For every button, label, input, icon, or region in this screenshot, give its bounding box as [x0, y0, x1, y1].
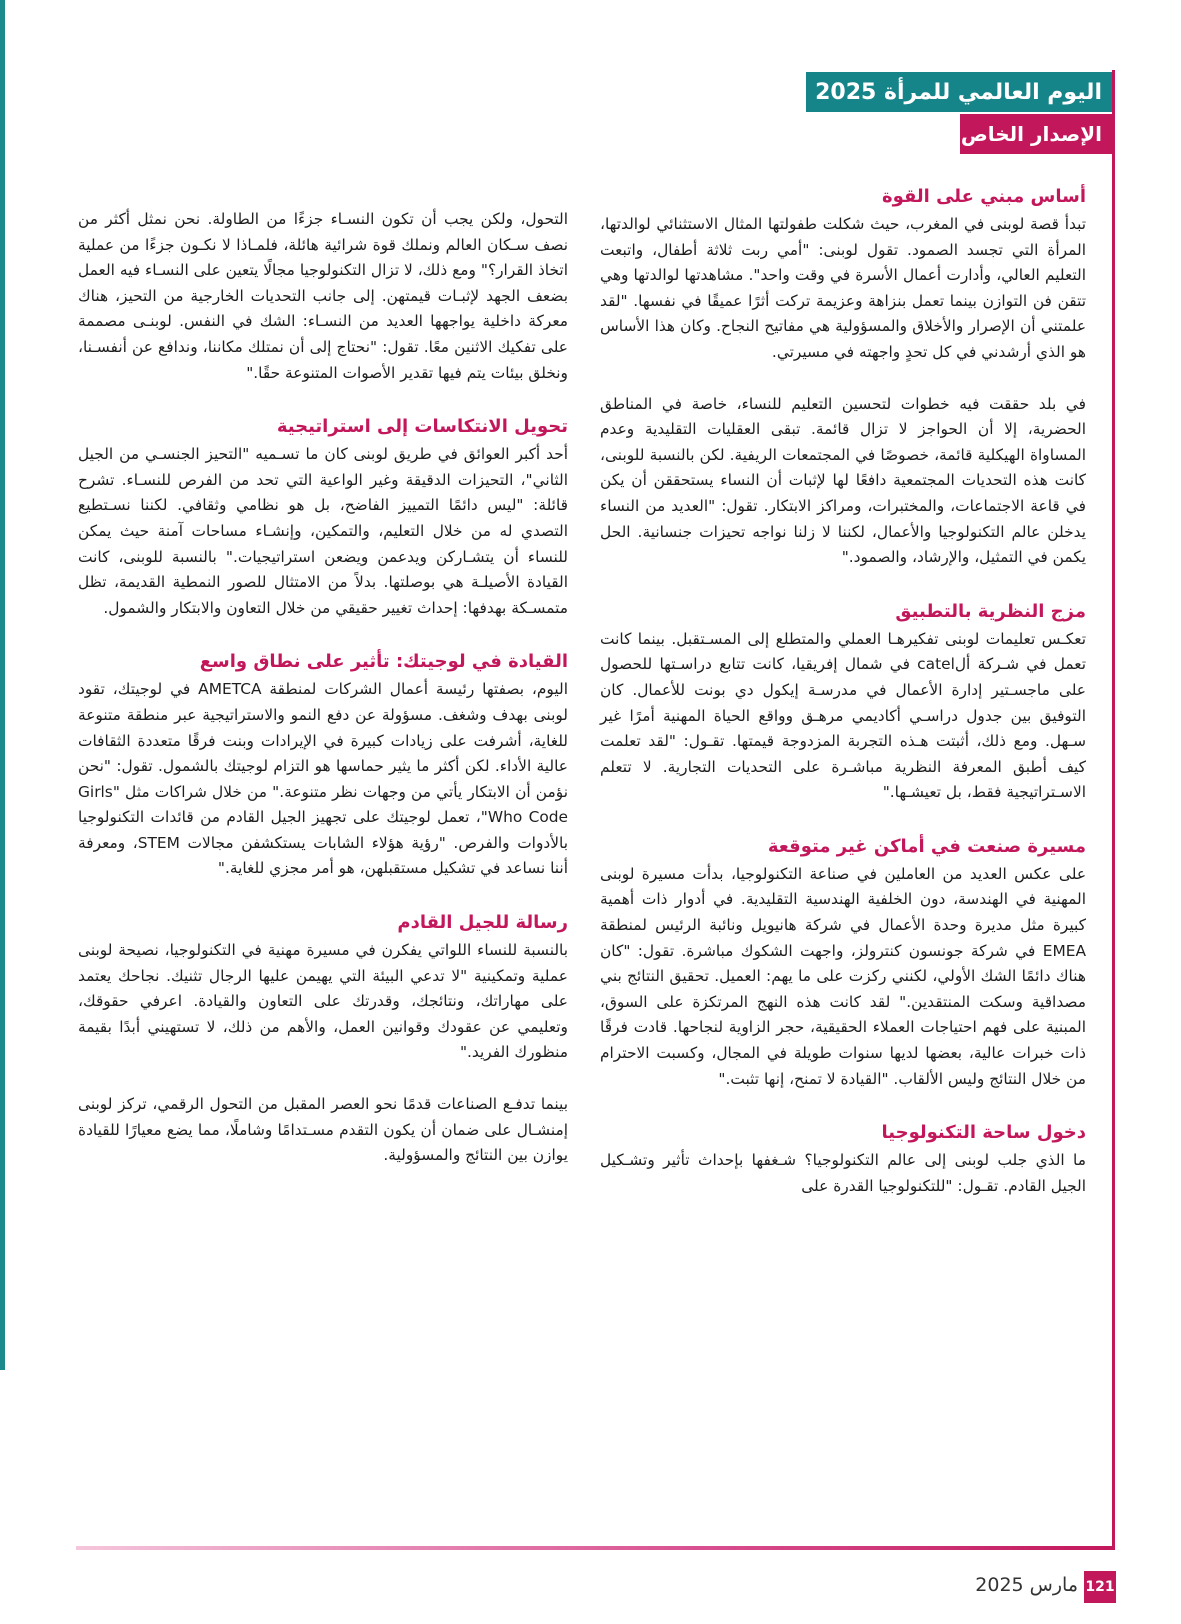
section-heading: القيادة في لوجيتك: تأثير على نطاق واسع [199, 651, 568, 673]
paragraph: بالنسبة للنساء اللواتي يفكرن في مسيرة مهنية في التكنولوجيا، نصيحة لوبنى عملية وتمكينية "لا تدعي البيئة التي يهيمن عليها الرجال تثنيك. نجاحك يعتمد على مهاراتك، ونتائجك، وقدرتك على التعاون والقيادة. اعرفي حقوقك، وتعليمي عن عقودك وقوانين العمل، والأهم من ذلك، لا تستهيني أبدًا بقيمة منظورك الفريد." [78, 941, 568, 1062]
page-number: 121 [1085, 1579, 1115, 1595]
section-logitech-leadership [78, 647, 568, 882]
section-next-generation [78, 908, 568, 1169]
paragraph: بينما تدفـع الصناعات قدمًا نحو العصر المقبل من التحول الرقمي، تركز لوبنى إمنشـال على ضمان أن يكون التقدم مسـتدامًا وشاملًا، مما يضع معيارًا للقيادة يوازن بين النتائج والمسؤولية. [78, 1095, 568, 1165]
section-heading: دخول ساحة التكنولوجيا [881, 1122, 1086, 1144]
paragraph: أحد أكبر العوائق في طريق لوبنى كان ما تسـميه "التحيز الجنسـي من الجيل الثاني"، التحيزات الدقيقة وغير الواعية التي تحد من الفرص للنسـاء. تشرح قائلة: "ليس دائمًا التمييز الفاضح، بل هو نظامي وثقافي. لكننا نسـتطيع التصدي له من خلال التعليم، والتمكين، وإنشـاء مساحات آمنة حيث يمكن للنساء أن يتشـاركن ويدعمن ويضعن استراتيجيات." بالنسبة للوبنى، كانت القيادة الأصيلـة هي بوصلتها. بدلاً من الامتثال للصور النمطية القديمة، تظل متمسـكة بهدفها: إحداث تغيير حقيقي من خلال التعاون والابتكار والشمول. [78, 445, 568, 617]
section-entering-tech [600, 1118, 1086, 1199]
paragraph: التحول، ولكن يجب أن تكون النسـاء جزءًا من الطاولة. نحن نمثل أكثر من نصف سـكان العالم ونملك قوة شرائية هائلة، فلمـاذا لا نكـون جزءًا من عملية اتخاذ القرار؟" ومع ذلك، لا تزال التكنولوجيا مجالًا يتعين على النسـاء فيه العمل بضعف الجهد لإثبـات قيمتهن. إلى جانب التحديات الخارجية من التحيز، هناك معركة داخلية يواجهها العديد من النسـاء: الشك في النفس. لوبنـى مصممة على تفكيك الاثنين معًا. تقول: "نحتاج إلى أن نمتلك مكاننا، وندافع عن أنفسـنا، ونخلق بيئات يتم فيها تقدير الأصوات المتنوعة حقًا." [78, 210, 568, 382]
paragraph: تبدأ قصة لوبنى في المغرب، حيث شكلت طفولتها المثال الاستثنائي لوالدتها، المرأة التي تجسد الصمود. تقول لوبنى: "أمي ربت ثلاثة أطفال، واتبعت التعليم العالي، وأدارت أعمال الأسرة في وقت واحد". مشاهدتها لوالدتها وهي تتقن فن التوازن بينما تعمل بنزاهة وعزيمة تركت أثرًا عميقًا في نفسها. "لقد علمتني أن الإصرار والأخلاق والمسؤولية هي مفاتيح النجاح. وكان هذا الأساس هو الذي أرشدني في كل تحدٍ واجهته في مسيرتي. [600, 215, 1086, 361]
issue-date: مارس 2025 [975, 1574, 1078, 1596]
section-setbacks-strategy [78, 412, 568, 621]
bottom-gradient-rule [76, 1546, 1115, 1550]
section-theory-practice [600, 597, 1086, 806]
paragraph: على عكس العديد من العاملين في صناعة التكنولوجيا، بدأت مسيرة لوبنى المهنية في الهندسة، دون الخلفية الهندسية التقليدية. في أدوار ذات أهمية كبيرة مثل مديرة وحدة الأعمال في شركة هانيويل ونائبة الرئيس لمنطقة EMEA في شركة جونسون كنترولز، واجهت الشكوك مباشرة. تقول: "كان هناك دائمًا الشك الأولي، لكنني ركزت على ما يهم: العميل. تحقيق النتائج بني مصداقية وسكت المنتقدين." لقد كانت هذه النهج المرتكزة على السوق، المبنية على فهم احتياجات العملاء الحقيقية، حجر الزاوية لنجاحها. قادت فرقًا ذات خبرات عالية، بعضها لديها سنوات طويلة في المجال، وكسبت الاحترام من خلال النتائج وليس الألقاب. "القيادة لا تمنح، إنها تثبت." [600, 864, 1086, 1088]
header-title: اليوم العالمي للمرأة 2025 [815, 79, 1102, 105]
section-unexpected-career [600, 832, 1086, 1092]
right-frame-line [1112, 70, 1115, 1550]
left-edge-teal-bar [0, 0, 5, 1370]
header-subtitle-band [960, 114, 1112, 154]
section-heading: أساس مبني على القوة [882, 186, 1086, 207]
header-title-band [806, 72, 1112, 112]
section-heading: مزج النظرية بالتطبيق [895, 600, 1086, 622]
paragraph: اليوم، بصفتها رئيسة أعمال الشركات لمنطقة AMETCA في لوجيتك، تقود لوبنى بهدف وشغف. مسؤولة عن دفع النمو والاستراتيجية عبر منطقة متنوعة للغاية، أشرفت على زيادات كبيرة في الإيرادات وبنت فرقًا متعددة الثقافات عالية الأداء. لكن أكثر ما يثير حماسها هو التزام لوجيتك بالشمول. تقول: "نحن نؤمن أن الابتكار يأتي من وجهات نظر متنوعة." من خلال شراكات مثل "Girls Who Code"، تعمل لوجيتك على تجهيز الجيل القادم من قائدات التكنولوجيا بالأدوات والفرص. "رؤية هؤلاء الشابات يستكشفن مجالات STEM، ومعرفة أننا نساعد في تشكيل مستقبلهن، هو أمر مجزي للغاية." [78, 680, 569, 878]
header-subtitle: الإصدار الخاص [960, 122, 1102, 146]
section-continuation [78, 207, 568, 386]
paragraph: تعكـس تعليمات لوبنى تفكيرهـا العملي والمتطلع إلى المسـتقبل. بينما كانت تعمل في شـركة ألcatel في شمال إفريقيا، كانت تتابع دراسـتها للحصول على ماجسـتير إدارة الأعمال في مدرسـة إيكول دي بونت للأعمال. كان التوفيق بين جدول دراسـي أكاديمي مرهـق وواقع الحياة المهنية أمرًا غير سـهل. ومع ذلك، أثبتت هـذه التجربة المزدوجة قيمتها. تقـول: "لقد تعلمت كيف أطبق المعرفة النظرية مباشـرة على التحديات التجارية. لا تتعلم الاسـتراتيجية فقط، بل تعيشـها." [600, 629, 1086, 802]
left-article-column [78, 207, 568, 1195]
page-number-badge [1084, 1571, 1116, 1603]
section-strong-foundation [600, 182, 1086, 571]
paragraph: ما الذي جلب لوبنى إلى عالم التكنولوجيا؟ شـغفها بإحداث تأثير وتشـكيل الجيل القادم. تقـول: "للتكنولوجيا القدرة على [600, 1151, 1086, 1195]
right-article-column [600, 182, 1086, 1225]
section-heading: مسيرة صنعت في أماكن غير متوقعة [767, 835, 1086, 857]
paragraph: في بلد حققت فيه خطوات لتحسين التعليم للنساء، خاصة في المناطق الحضرية، إلا أن الحواجز لا تزال قائمة. تبقى العقليات التقليدية وعدم المساواة الهيكلية قائمة، خصوصًا في المجتمعات الريفية. لكن بالنسبة للوبنى، كانت هذه التحديات المجتمعية دافعًا لها لإثبات أن النساء يستحققن أن يكن في قاعة الاجتماعات، والمختبرات، ومراكز الابتكار. تقول: "العديد من النساء يدخلن عالم التكنولوجيا والأعمال، لكننا لا زلنا نواجه تحيزات جنسانية. الحل يكمن في التمثيل، والإرشاد، والصمود." [600, 394, 1086, 567]
section-heading: تحويل الانتكاسات إلى استراتيجية [276, 416, 568, 438]
section-heading: رسالة للجيل القادم [397, 912, 568, 934]
